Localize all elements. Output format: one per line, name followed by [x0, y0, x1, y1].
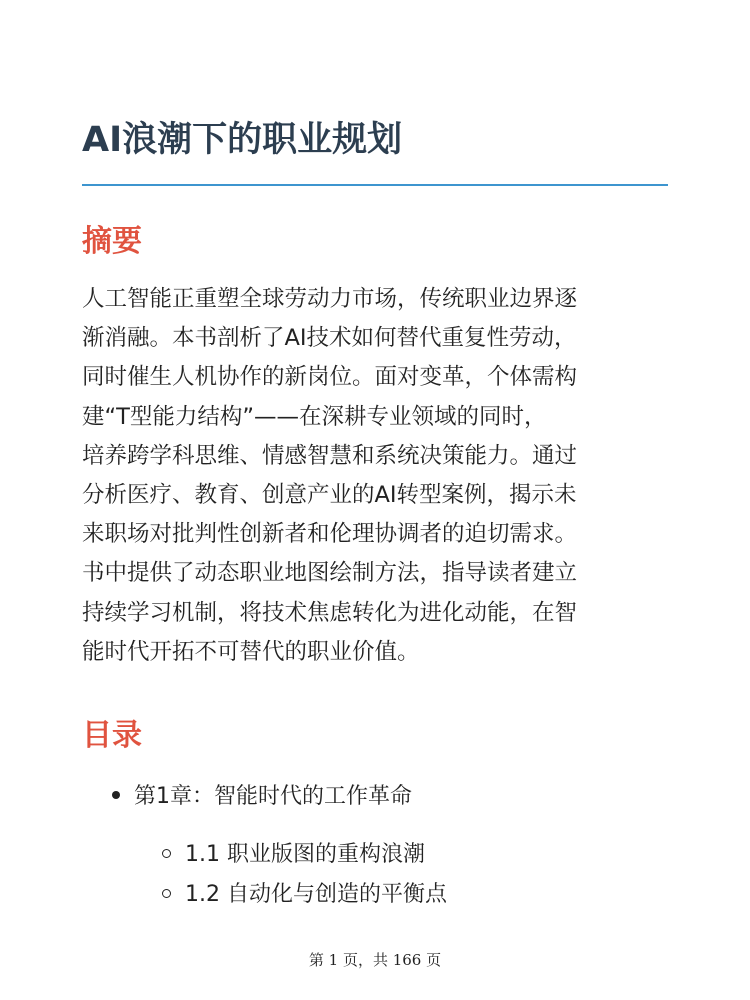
abstract-line: 来职场对批判性创新者和伦理协调者的迫切需求。: [82, 521, 578, 548]
toc-chapter-label: 第1章：智能时代的工作革命: [134, 784, 412, 809]
toc-section-item[interactable]: [162, 878, 447, 912]
bullet-circle-icon: [162, 849, 171, 858]
document-title: AI浪潮下的职业规划: [82, 120, 403, 160]
abstract-line: 建“T型能力结构”——在深耕专业领域的同时，: [82, 403, 547, 430]
toc-section-label: 1.2 自动化与创造的平衡点: [185, 882, 447, 907]
abstract-line: 分析医疗、教育、创意产业的AI转型案例，揭示未: [82, 482, 577, 509]
abstract-paragraph: [82, 280, 672, 672]
abstract-line: 能时代开拓不可替代的职业价值。: [82, 638, 420, 665]
abstract-heading: 摘要: [82, 224, 142, 259]
bullet-disc-icon: [112, 791, 120, 799]
abstract-line: 同时催生人机协作的新岗位。面对变革，个体需构: [82, 364, 578, 391]
title-divider: [82, 184, 668, 186]
abstract-line: 持续学习机制，将技术焦虑转化为进化动能，在智: [82, 599, 578, 626]
toc-section-item[interactable]: [162, 838, 425, 872]
abstract-line: 渐消融。本书剖析了AI技术如何替代重复性劳动，: [82, 325, 577, 352]
abstract-line: 人工智能正重塑全球劳动力市场，传统职业边界逐: [82, 286, 578, 312]
bullet-circle-icon: [162, 889, 171, 898]
toc-heading: 目录: [82, 718, 142, 753]
abstract-line: 书中提供了动态职业地图绘制方法，指导读者建立: [82, 560, 578, 587]
toc-section-label: 1.1 职业版图的重构浪潮: [185, 842, 425, 867]
toc-chapter-item[interactable]: [112, 780, 412, 814]
abstract-line: 培养跨学科思维、情感智慧和系统决策能力。通过: [82, 442, 578, 469]
page-footer: 第 1 页，共 166 页: [308, 951, 442, 969]
